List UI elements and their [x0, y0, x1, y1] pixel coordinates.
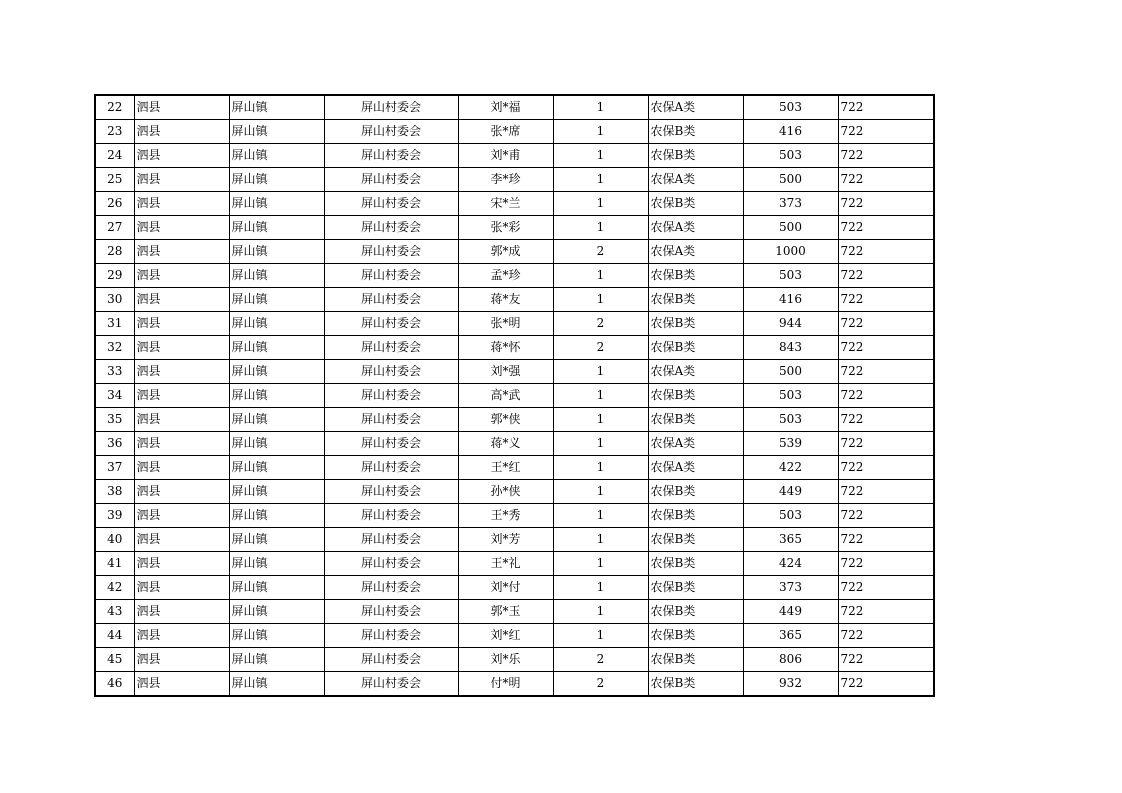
town-cell: 屏山镇 — [229, 504, 324, 528]
village-cell: 屏山村委会 — [324, 552, 458, 576]
town-cell: 屏山镇 — [229, 528, 324, 552]
town-cell: 屏山镇 — [229, 384, 324, 408]
category-cell: 农保A类 — [648, 168, 743, 192]
row-number-cell: 42 — [95, 576, 134, 600]
standard-cell: 722 — [838, 95, 934, 120]
count-cell: 1 — [553, 432, 648, 456]
name-cell: 宋*兰 — [458, 192, 553, 216]
town-cell: 屏山镇 — [229, 120, 324, 144]
name-cell: 孙*侠 — [458, 480, 553, 504]
county-cell: 泗县 — [134, 336, 229, 360]
county-cell: 泗县 — [134, 648, 229, 672]
county-cell: 泗县 — [134, 624, 229, 648]
standard-cell: 722 — [838, 672, 934, 697]
county-cell: 泗县 — [134, 192, 229, 216]
category-cell: 农保B类 — [648, 120, 743, 144]
standard-cell: 722 — [838, 384, 934, 408]
amount-cell: 503 — [743, 504, 838, 528]
category-cell: 农保B类 — [648, 528, 743, 552]
village-cell: 屏山村委会 — [324, 408, 458, 432]
amount-cell: 449 — [743, 480, 838, 504]
village-cell: 屏山村委会 — [324, 672, 458, 697]
standard-cell: 722 — [838, 456, 934, 480]
standard-cell: 722 — [838, 192, 934, 216]
county-cell: 泗县 — [134, 144, 229, 168]
town-cell: 屏山镇 — [229, 480, 324, 504]
count-cell: 1 — [553, 288, 648, 312]
count-cell: 1 — [553, 600, 648, 624]
row-number-cell: 25 — [95, 168, 134, 192]
table-row — [95, 192, 934, 216]
name-cell: 孟*珍 — [458, 264, 553, 288]
table-row — [95, 384, 934, 408]
category-cell: 农保B类 — [648, 408, 743, 432]
amount-cell: 500 — [743, 360, 838, 384]
count-cell: 2 — [553, 648, 648, 672]
table-row — [95, 264, 934, 288]
town-cell: 屏山镇 — [229, 432, 324, 456]
category-cell: 农保B类 — [648, 312, 743, 336]
table-row — [95, 552, 934, 576]
table-row — [95, 168, 934, 192]
county-cell: 泗县 — [134, 456, 229, 480]
table-row — [95, 456, 934, 480]
town-cell: 屏山镇 — [229, 624, 324, 648]
amount-cell: 932 — [743, 672, 838, 697]
count-cell: 1 — [553, 95, 648, 120]
standard-cell: 722 — [838, 408, 934, 432]
table-row — [95, 144, 934, 168]
village-cell: 屏山村委会 — [324, 648, 458, 672]
row-number-cell: 45 — [95, 648, 134, 672]
village-cell: 屏山村委会 — [324, 336, 458, 360]
amount-cell: 806 — [743, 648, 838, 672]
category-cell: 农保A类 — [648, 95, 743, 120]
town-cell: 屏山镇 — [229, 576, 324, 600]
standard-cell: 722 — [838, 552, 934, 576]
name-cell: 王*礼 — [458, 552, 553, 576]
amount-cell: 503 — [743, 264, 838, 288]
town-cell: 屏山镇 — [229, 168, 324, 192]
category-cell: 农保A类 — [648, 432, 743, 456]
row-number-cell: 31 — [95, 312, 134, 336]
town-cell: 屏山镇 — [229, 672, 324, 697]
village-cell: 屏山村委会 — [324, 192, 458, 216]
category-cell: 农保A类 — [648, 360, 743, 384]
row-number-cell: 34 — [95, 384, 134, 408]
name-cell: 刘*红 — [458, 624, 553, 648]
village-cell: 屏山村委会 — [324, 144, 458, 168]
row-number-cell: 33 — [95, 360, 134, 384]
count-cell: 1 — [553, 360, 648, 384]
village-cell: 屏山村委会 — [324, 312, 458, 336]
row-number-cell: 37 — [95, 456, 134, 480]
town-cell: 屏山镇 — [229, 336, 324, 360]
village-cell: 屏山村委会 — [324, 576, 458, 600]
category-cell: 农保B类 — [648, 576, 743, 600]
amount-cell: 503 — [743, 384, 838, 408]
village-cell: 屏山村委会 — [324, 240, 458, 264]
category-cell: 农保B类 — [648, 552, 743, 576]
standard-cell: 722 — [838, 264, 934, 288]
category-cell: 农保B类 — [648, 144, 743, 168]
county-cell: 泗县 — [134, 240, 229, 264]
category-cell: 农保B类 — [648, 480, 743, 504]
count-cell: 1 — [553, 408, 648, 432]
name-cell: 王*秀 — [458, 504, 553, 528]
county-cell: 泗县 — [134, 216, 229, 240]
town-cell: 屏山镇 — [229, 456, 324, 480]
count-cell: 1 — [553, 480, 648, 504]
category-cell: 农保B类 — [648, 336, 743, 360]
table-row — [95, 624, 934, 648]
village-cell: 屏山村委会 — [324, 95, 458, 120]
name-cell: 李*珍 — [458, 168, 553, 192]
table-row — [95, 576, 934, 600]
count-cell: 1 — [553, 528, 648, 552]
standard-cell: 722 — [838, 216, 934, 240]
count-cell: 1 — [553, 192, 648, 216]
count-cell: 1 — [553, 120, 648, 144]
town-cell: 屏山镇 — [229, 408, 324, 432]
amount-cell: 424 — [743, 552, 838, 576]
standard-cell: 722 — [838, 528, 934, 552]
category-cell: 农保B类 — [648, 384, 743, 408]
name-cell: 刘*付 — [458, 576, 553, 600]
village-cell: 屏山村委会 — [324, 216, 458, 240]
standard-cell: 722 — [838, 600, 934, 624]
name-cell: 付*明 — [458, 672, 553, 697]
amount-cell: 449 — [743, 600, 838, 624]
amount-cell: 416 — [743, 120, 838, 144]
village-cell: 屏山村委会 — [324, 504, 458, 528]
table-row — [95, 504, 934, 528]
amount-cell: 416 — [743, 288, 838, 312]
county-cell: 泗县 — [134, 432, 229, 456]
category-cell: 农保B类 — [648, 504, 743, 528]
category-cell: 农保B类 — [648, 264, 743, 288]
table-row — [95, 95, 934, 120]
row-number-cell: 22 — [95, 95, 134, 120]
table-row — [95, 216, 934, 240]
village-cell: 屏山村委会 — [324, 168, 458, 192]
standard-cell: 722 — [838, 312, 934, 336]
row-number-cell: 27 — [95, 216, 134, 240]
category-cell: 农保B类 — [648, 192, 743, 216]
row-number-cell: 43 — [95, 600, 134, 624]
county-cell: 泗县 — [134, 408, 229, 432]
standard-cell: 722 — [838, 240, 934, 264]
village-cell: 屏山村委会 — [324, 600, 458, 624]
town-cell: 屏山镇 — [229, 95, 324, 120]
name-cell: 郭*侠 — [458, 408, 553, 432]
standard-cell: 722 — [838, 480, 934, 504]
row-number-cell: 32 — [95, 336, 134, 360]
amount-cell: 503 — [743, 144, 838, 168]
name-cell: 刘*乐 — [458, 648, 553, 672]
name-cell: 蒋*怀 — [458, 336, 553, 360]
standard-cell: 722 — [838, 504, 934, 528]
name-cell: 张*彩 — [458, 216, 553, 240]
amount-cell: 365 — [743, 528, 838, 552]
table-row — [95, 672, 934, 697]
village-cell: 屏山村委会 — [324, 480, 458, 504]
county-cell: 泗县 — [134, 288, 229, 312]
row-number-cell: 38 — [95, 480, 134, 504]
row-number-cell: 36 — [95, 432, 134, 456]
name-cell: 张*席 — [458, 120, 553, 144]
amount-cell: 503 — [743, 95, 838, 120]
amount-cell: 365 — [743, 624, 838, 648]
amount-cell: 944 — [743, 312, 838, 336]
category-cell: 农保B类 — [648, 648, 743, 672]
standard-cell: 722 — [838, 624, 934, 648]
county-cell: 泗县 — [134, 528, 229, 552]
category-cell: 农保B类 — [648, 288, 743, 312]
village-cell: 屏山村委会 — [324, 288, 458, 312]
row-number-cell: 26 — [95, 192, 134, 216]
count-cell: 1 — [553, 576, 648, 600]
row-number-cell: 46 — [95, 672, 134, 697]
county-cell: 泗县 — [134, 600, 229, 624]
amount-cell: 843 — [743, 336, 838, 360]
county-cell: 泗县 — [134, 552, 229, 576]
count-cell: 1 — [553, 504, 648, 528]
village-cell: 屏山村委会 — [324, 624, 458, 648]
county-cell: 泗县 — [134, 168, 229, 192]
row-number-cell: 44 — [95, 624, 134, 648]
row-number-cell: 23 — [95, 120, 134, 144]
village-cell: 屏山村委会 — [324, 120, 458, 144]
town-cell: 屏山镇 — [229, 360, 324, 384]
standard-cell: 722 — [838, 360, 934, 384]
county-cell: 泗县 — [134, 576, 229, 600]
row-number-cell: 40 — [95, 528, 134, 552]
standard-cell: 722 — [838, 576, 934, 600]
county-cell: 泗县 — [134, 480, 229, 504]
table-row — [95, 480, 934, 504]
amount-cell: 539 — [743, 432, 838, 456]
standard-cell: 722 — [838, 648, 934, 672]
name-cell: 刘*芳 — [458, 528, 553, 552]
name-cell: 张*明 — [458, 312, 553, 336]
count-cell: 1 — [553, 168, 648, 192]
name-cell: 郭*成 — [458, 240, 553, 264]
town-cell: 屏山镇 — [229, 600, 324, 624]
amount-cell: 422 — [743, 456, 838, 480]
town-cell: 屏山镇 — [229, 288, 324, 312]
amount-cell: 373 — [743, 192, 838, 216]
category-cell: 农保B类 — [648, 600, 743, 624]
table-row — [95, 432, 934, 456]
row-number-cell: 35 — [95, 408, 134, 432]
table-row — [95, 120, 934, 144]
count-cell: 1 — [553, 264, 648, 288]
town-cell: 屏山镇 — [229, 216, 324, 240]
amount-cell: 500 — [743, 216, 838, 240]
town-cell: 屏山镇 — [229, 144, 324, 168]
table-row — [95, 648, 934, 672]
category-cell: 农保B类 — [648, 624, 743, 648]
count-cell: 1 — [553, 624, 648, 648]
village-cell: 屏山村委会 — [324, 264, 458, 288]
town-cell: 屏山镇 — [229, 552, 324, 576]
county-cell: 泗县 — [134, 120, 229, 144]
standard-cell: 722 — [838, 168, 934, 192]
count-cell: 1 — [553, 144, 648, 168]
count-cell: 2 — [553, 240, 648, 264]
county-cell: 泗县 — [134, 504, 229, 528]
row-number-cell: 28 — [95, 240, 134, 264]
data-table — [94, 94, 935, 697]
table-row — [95, 360, 934, 384]
row-number-cell: 24 — [95, 144, 134, 168]
category-cell: 农保A类 — [648, 240, 743, 264]
village-cell: 屏山村委会 — [324, 528, 458, 552]
name-cell: 高*武 — [458, 384, 553, 408]
count-cell: 2 — [553, 312, 648, 336]
standard-cell: 722 — [838, 120, 934, 144]
amount-cell: 503 — [743, 408, 838, 432]
town-cell: 屏山镇 — [229, 192, 324, 216]
row-number-cell: 29 — [95, 264, 134, 288]
county-cell: 泗县 — [134, 95, 229, 120]
name-cell: 郭*玉 — [458, 600, 553, 624]
amount-cell: 500 — [743, 168, 838, 192]
table-row — [95, 312, 934, 336]
standard-cell: 722 — [838, 288, 934, 312]
table-row — [95, 408, 934, 432]
count-cell: 1 — [553, 384, 648, 408]
name-cell: 刘*强 — [458, 360, 553, 384]
town-cell: 屏山镇 — [229, 648, 324, 672]
table-row — [95, 528, 934, 552]
village-cell: 屏山村委会 — [324, 384, 458, 408]
category-cell: 农保A类 — [648, 456, 743, 480]
table-body — [95, 95, 934, 696]
count-cell: 1 — [553, 216, 648, 240]
row-number-cell: 41 — [95, 552, 134, 576]
row-number-cell: 30 — [95, 288, 134, 312]
table-row — [95, 600, 934, 624]
name-cell: 蒋*友 — [458, 288, 553, 312]
table-row — [95, 336, 934, 360]
town-cell: 屏山镇 — [229, 240, 324, 264]
village-cell: 屏山村委会 — [324, 360, 458, 384]
name-cell: 王*红 — [458, 456, 553, 480]
county-cell: 泗县 — [134, 312, 229, 336]
table-row — [95, 240, 934, 264]
count-cell: 2 — [553, 672, 648, 697]
standard-cell: 722 — [838, 336, 934, 360]
row-number-cell: 39 — [95, 504, 134, 528]
name-cell: 刘*甫 — [458, 144, 553, 168]
amount-cell: 1000 — [743, 240, 838, 264]
county-cell: 泗县 — [134, 360, 229, 384]
county-cell: 泗县 — [134, 264, 229, 288]
village-cell: 屏山村委会 — [324, 432, 458, 456]
name-cell: 蒋*义 — [458, 432, 553, 456]
county-cell: 泗县 — [134, 672, 229, 697]
category-cell: 农保B类 — [648, 672, 743, 697]
county-cell: 泗县 — [134, 384, 229, 408]
town-cell: 屏山镇 — [229, 312, 324, 336]
name-cell: 刘*福 — [458, 95, 553, 120]
standard-cell: 722 — [838, 144, 934, 168]
amount-cell: 373 — [743, 576, 838, 600]
count-cell: 2 — [553, 336, 648, 360]
table-row — [95, 288, 934, 312]
standard-cell: 722 — [838, 432, 934, 456]
count-cell: 1 — [553, 456, 648, 480]
category-cell: 农保A类 — [648, 216, 743, 240]
village-cell: 屏山村委会 — [324, 456, 458, 480]
count-cell: 1 — [553, 552, 648, 576]
town-cell: 屏山镇 — [229, 264, 324, 288]
